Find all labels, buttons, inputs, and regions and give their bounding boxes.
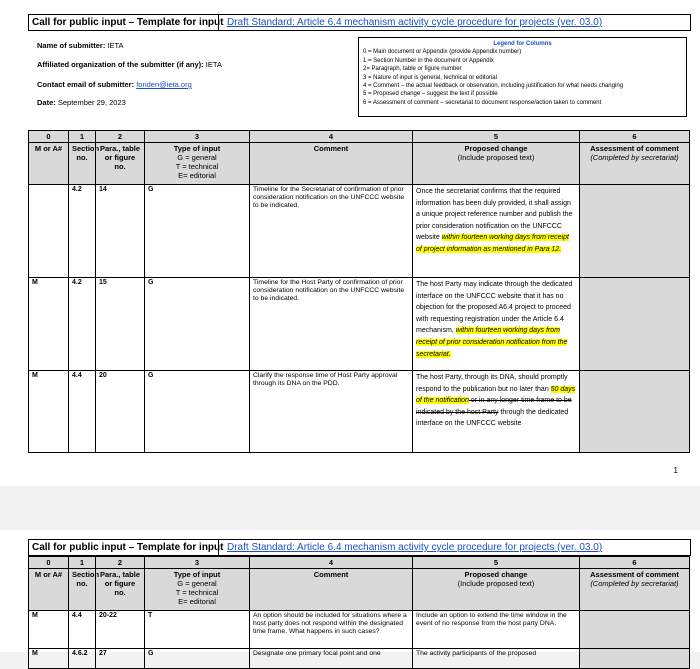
cell-comment: An option should be included for situations where a host party does not respond within the designated time frame. What happens in such cases? [250, 611, 413, 649]
cell-section: 4.4 [69, 611, 96, 649]
col-header-proposed-sub: (Include proposed text) [457, 579, 535, 588]
table-row [29, 278, 690, 371]
col-header-assessment [580, 569, 690, 611]
submitter-org-label: Affiliated organization of the submitter (if any): [37, 60, 204, 69]
submitter-name-value: IETA [107, 41, 124, 50]
table-row [29, 371, 690, 453]
col-number: 1 [69, 557, 96, 569]
column-legend [358, 37, 687, 117]
cell-comment: Timeline for the Secretariat of confirmation of prior consideration notification on the UNFCCC website to be indicated. [250, 185, 413, 278]
col-header-proposed-title: Proposed change [464, 144, 528, 153]
col-number: 2 [96, 557, 145, 569]
legend-item: 4 = Comment – the actual feedback or observation, including justification for what needs changing [363, 83, 623, 90]
col-header-type-t: T = technical [175, 588, 219, 597]
document-page-2 [0, 530, 700, 657]
table-row [29, 185, 690, 278]
col-header-type-e: E= editorial [178, 597, 216, 606]
col-header-type-title: Type of input [173, 570, 221, 579]
col-number: 0 [29, 131, 69, 143]
col-header-section: Section no. [69, 143, 96, 185]
page-number: 1 [673, 466, 678, 475]
col-number: 1 [69, 131, 96, 143]
submission-date [37, 98, 126, 108]
col-header-m-or-a: M or A# [29, 143, 69, 185]
cell-assessment [580, 185, 690, 278]
cell-type: G [145, 185, 250, 278]
cell-proposed [413, 371, 580, 453]
proposed-highlight: within fourteen working days from receipt of prior consideration notification from the secretariat. [416, 327, 568, 358]
col-header-assessment [580, 143, 690, 185]
legend-item: 5 = Proposed change – suggest the text if possible [363, 91, 498, 98]
col-number: 0 [29, 557, 69, 569]
col-header-type-g: G = general [177, 153, 217, 162]
cell-para: 20 [96, 371, 145, 453]
cell-para: 14 [96, 185, 145, 278]
cell-assessment [580, 278, 690, 371]
cell-comment: Timeline for the Host Party of confirmation of prior consideration notification on the UNFCCC website to be indicated. [250, 278, 413, 371]
cell-type: G [145, 649, 250, 669]
col-header-type-title: Type of input [173, 144, 221, 153]
col-number: 2 [96, 131, 145, 143]
comments-table [28, 130, 690, 453]
cell-type: G [145, 371, 250, 453]
col-header-type [145, 143, 250, 185]
col-number: 3 [145, 131, 250, 143]
col-header-type-e: E= editorial [178, 171, 216, 180]
cell-section: 4.2 [69, 278, 96, 371]
col-header-comment: Comment [250, 569, 413, 611]
cell-proposed: Include an option to extend the time window in the event of no response from the host party DNA. [413, 611, 580, 649]
cell-m [29, 185, 69, 278]
standard-link[interactable]: Draft Standard: Article 6.4 mechanism activity cycle procedure for projects (ver. 03.0) [227, 542, 603, 553]
col-header-proposed [413, 143, 580, 185]
submission-date-label: Date: [37, 98, 56, 107]
submitter-org [37, 60, 222, 70]
cell-section: 4.2 [69, 185, 96, 278]
col-number: 4 [250, 557, 413, 569]
table-row [29, 611, 690, 649]
proposed-text: through the dedicated interface on the UNFCCC website [416, 408, 569, 428]
template-title: Call for public input – Template for input [29, 15, 219, 30]
column-header-row [29, 143, 690, 185]
col-number: 4 [250, 131, 413, 143]
cell-comment: Designate one primary focal point and one [250, 649, 413, 669]
col-header-proposed-title: Proposed change [464, 570, 528, 579]
cell-section: 4.6.2 [69, 649, 96, 669]
cell-m: M [29, 278, 69, 371]
cell-para: 15 [96, 278, 145, 371]
col-header-assessment-title: Assessment of comment [590, 570, 679, 579]
col-header-section: Section no. [69, 569, 96, 611]
template-header [28, 539, 691, 556]
column-header-row [29, 569, 690, 611]
submitter-email-label: Contact email of submitter: [37, 80, 135, 89]
proposed-text: The host Party may indicate through the dedicated interface on the UNFCCC website that it has no objection for the proposed A6.4 project to proceed with requesting registration under the Article 6.4 mechanism, [416, 281, 573, 335]
standard-link[interactable]: Draft Standard: Article 6.4 mechanism activity cycle procedure for projects (ver. 03.0) [227, 17, 603, 28]
cell-para: 27 [96, 649, 145, 669]
submitter-name [37, 41, 124, 51]
legend-item: 1 = Section Number in the document or Appendix [363, 57, 494, 64]
col-header-proposed [413, 569, 580, 611]
col-header-m-or-a: M or A# [29, 569, 69, 611]
cell-proposed: The activity participants of the proposed [413, 649, 580, 669]
col-header-type [145, 569, 250, 611]
submitter-email-link[interactable]: fonden@ieta.org [136, 80, 192, 89]
cell-comment: Clarify the response time of Host Party approval through its DNA on the PDD. [250, 371, 413, 453]
col-header-para: Para., table or figure no. [96, 569, 145, 611]
col-header-para: Para., table or figure no. [96, 143, 145, 185]
col-header-proposed-sub: (Include proposed text) [457, 153, 535, 162]
submitter-org-value: IETA [205, 60, 222, 69]
legend-item: 3 = Nature of input is general, technical or editorial [363, 74, 497, 81]
col-number: 5 [413, 131, 580, 143]
col-header-type-t: T = technical [175, 162, 219, 171]
cell-type: T [145, 611, 250, 649]
submission-date-value: September 29, 2023 [57, 98, 126, 107]
cell-m: M [29, 611, 69, 649]
proposed-strikethrough: or in any longer time frame to be indicated by the host Party [416, 397, 572, 416]
template-title: Call for public input – Template for input [29, 540, 219, 555]
column-number-row [29, 131, 690, 143]
col-number: 6 [580, 131, 690, 143]
submitter-email [37, 80, 192, 90]
col-number: 6 [580, 557, 690, 569]
cell-para: 20-22 [96, 611, 145, 649]
comments-table [28, 556, 690, 669]
cell-m: M [29, 371, 69, 453]
proposed-text: Once the secretariat confirms that the required information has been duly provided, it shall assign a unique project reference number and publish the prior consideration notification on the UNFCCC website [416, 188, 573, 242]
cell-m: M [29, 649, 69, 669]
template-header [28, 14, 691, 31]
col-number: 3 [145, 557, 250, 569]
cell-proposed [413, 185, 580, 278]
proposed-highlight: 50 days of the notification [416, 385, 576, 405]
col-number: 5 [413, 557, 580, 569]
cell-assessment [580, 611, 690, 649]
col-header-assessment-sub: (Completed by secretariat) [590, 579, 679, 588]
legend-item: 0 = Main document or Appendix (provide Appendix number) [363, 49, 522, 56]
legend-item: 6 = Assessment of comment – secretariat to document response/action taken to comment [363, 99, 602, 106]
proposed-highlight: within fourteen working days from receipt of project information as mentioned in Para 12. [416, 234, 569, 253]
col-header-comment: Comment [250, 143, 413, 185]
col-header-type-g: G = general [177, 579, 217, 588]
cell-proposed [413, 278, 580, 371]
cell-section: 4.4 [69, 371, 96, 453]
cell-type: G [145, 278, 250, 371]
column-number-row [29, 557, 690, 569]
cell-assessment [580, 371, 690, 453]
submitter-name-label: Name of submitter: [37, 41, 106, 50]
legend-title: Legend for Columns [493, 41, 552, 47]
col-header-assessment-sub: (Completed by secretariat) [590, 153, 679, 162]
proposed-text: The host Party, through its DNA, should promptly respond to the publication but no later than [416, 374, 568, 393]
legend-item: 2= Paragraph, table or figure number [363, 66, 462, 73]
col-header-assessment-title: Assessment of comment [590, 144, 679, 153]
